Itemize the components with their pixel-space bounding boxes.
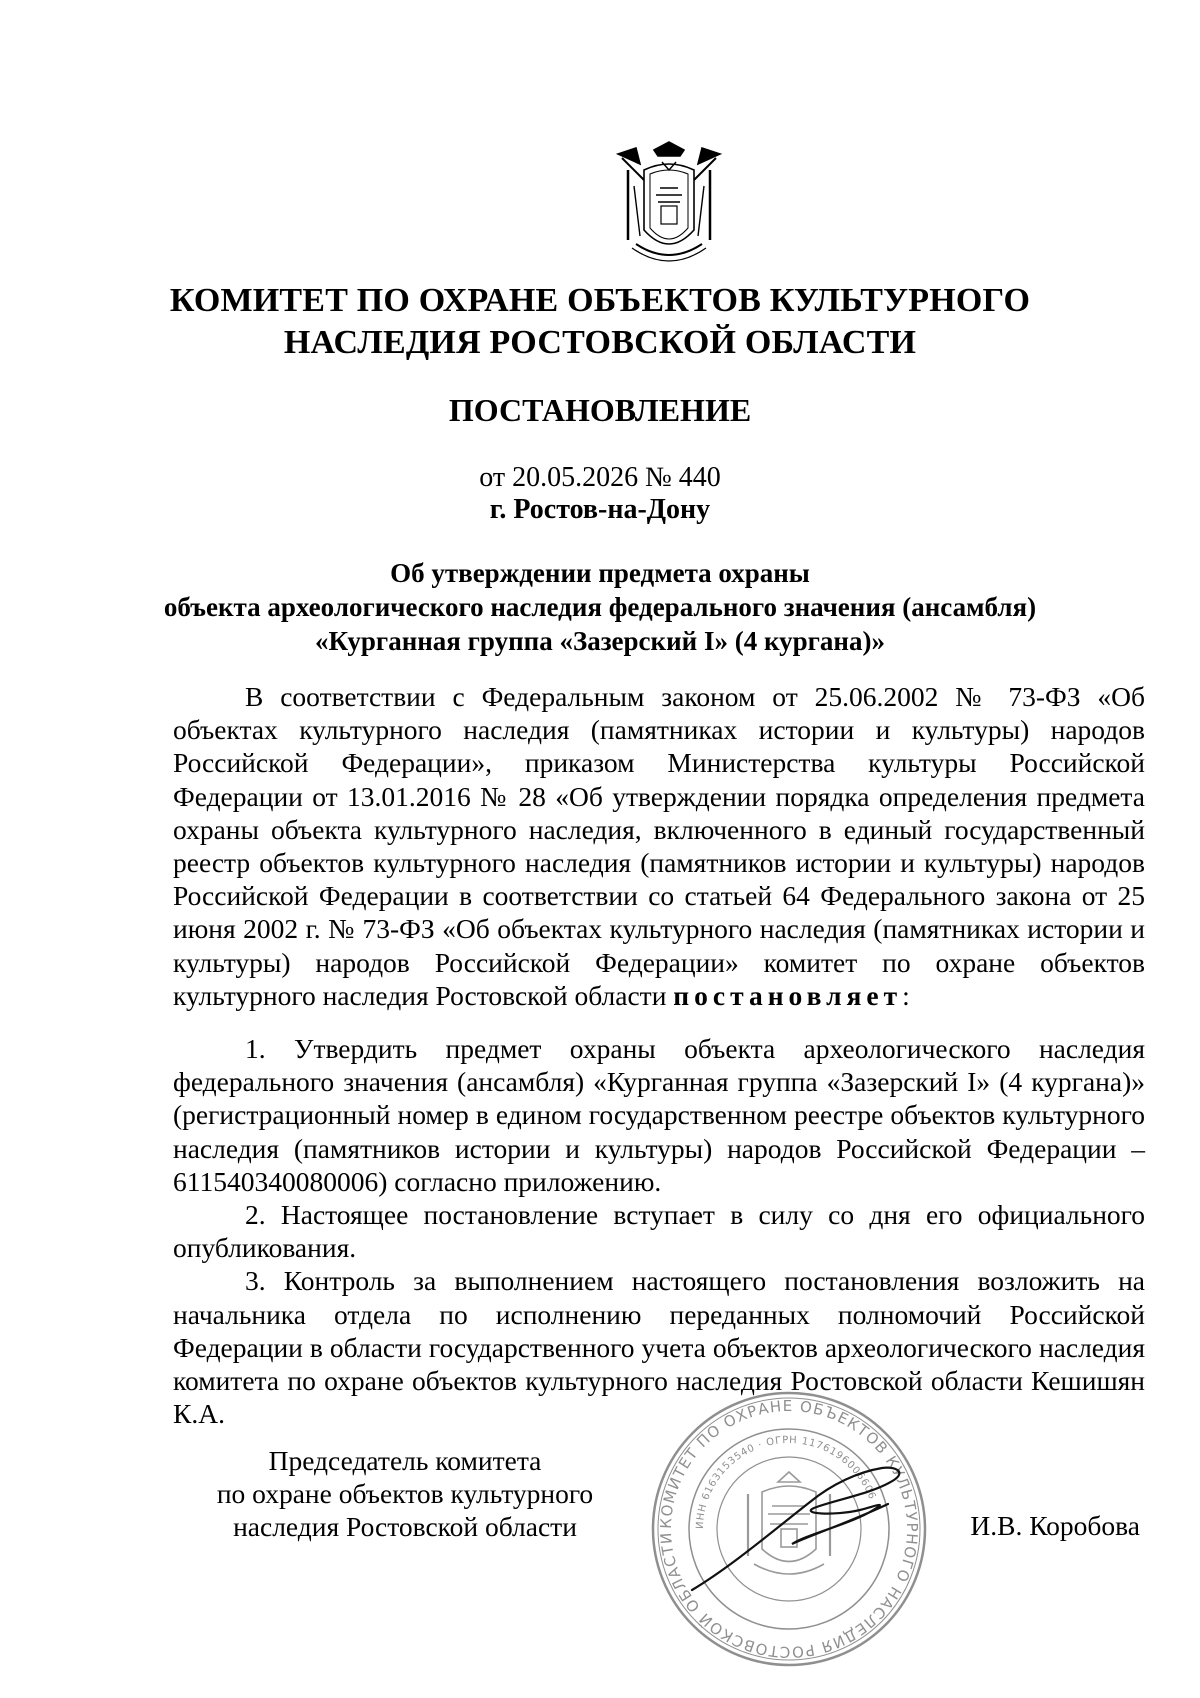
- official-seal-icon: [644, 1384, 934, 1674]
- subject-line3: «Курганная группа «Зазерский I» (4 кургана)»: [315, 626, 885, 656]
- preamble-text: В соответствии с Федеральным законом от 25.06.2002 № 73-ФЗ «Об объектах культурного наследия (памятниках истории и культуры) народов Российской Федерации», приказом Министерства культуры Российской Федерации от 13.01.2016 № 28 «Об утверждении порядка определения предмета охраны объекта культурного наследия, включенного в единый государственный реестр объектов культурного наследия (памятников истории и культуры) народов Российской Федерации в соответствии со статьей 64 Федерального закона от 25 июня 2002 г. № 73-ФЗ «Об объектах культурного наследия (памятниках истории и культуры) народов Российской Федерации» комитет по охране объектов культурного наследия Ростовской области: [173, 681, 1145, 1011]
- seal-inner-text: ИНН 6163153540 · ОГРН 1176196006606: [694, 1434, 878, 1530]
- signatory-title-line1: Председатель комитета: [268, 1445, 542, 1476]
- document-date-number: от 20.05.2026 № 440: [479, 462, 721, 493]
- seal-outer-text: КОМИТЕТ ПО ОХРАНЕ ОБЪЕКТОВ КУЛЬТУРНОГО НАСЛЕДИЯ РОСТОВСКОЙ ОБЛАСТИ: [656, 1396, 922, 1662]
- resolution-item-1: 1. Утвердить предмет охраны объекта археологического наследия федерального значения (ансамбля) «Курганная группа «Зазерский I» (4 кургана)» (регистрационный номер в едином государственном реестре объектов культурного наследия (памятников истории и культуры) народов Российской Федерации – 611540340080006) согласно приложению.: [173, 1033, 1145, 1197]
- document-type: ПОСТАНОВЛЕНИЕ: [448, 392, 752, 428]
- decree-colon: :: [902, 979, 910, 1011]
- decree-word: постановляет: [673, 979, 903, 1011]
- seal-emblem-icon: [748, 1472, 830, 1574]
- organization-name: [0, 280, 1200, 364]
- organization-name-line1: КОМИТЕТ ПО ОХРАНЕ ОБЪЕКТОВ КУЛЬТУРНОГО: [169, 282, 1031, 319]
- preamble: [173, 680, 1145, 1012]
- coat-of-arms-icon: [614, 140, 724, 275]
- subject-line1: Об утверждении предмета охраны: [390, 558, 810, 588]
- subject-line2: объекта археологического наследия федерального значения (ансамбля): [163, 592, 1037, 622]
- organization-name-line2: НАСЛЕДИЯ РОСТОВСКОЙ ОБЛАСТИ: [283, 324, 917, 361]
- signatory-title-line3: наследия Ростовской области: [233, 1511, 577, 1542]
- signatory-name: И.В. Коробова: [970, 1510, 1140, 1541]
- document-subject: [0, 556, 1200, 658]
- signatory-title-line2: по охране объектов культурного: [216, 1478, 594, 1509]
- resolution-item-2: 2. Настоящее постановление вступает в силу со дня его официального опубликования.: [173, 1199, 1145, 1264]
- signatory-title: [170, 1444, 640, 1543]
- resolution-item-3: 3. Контроль за выполнением настоящего постановления возложить на начальника отдела по исполнению переданных полномочий Российской Федерации в области государственного учета объектов археологического наследия комитета по охране объектов культурного наследия Ростовской области Кешишян К.А.: [173, 1265, 1145, 1430]
- document-city: г. Ростов-на-Дону: [489, 494, 711, 525]
- resolution-items: [173, 1032, 1145, 1430]
